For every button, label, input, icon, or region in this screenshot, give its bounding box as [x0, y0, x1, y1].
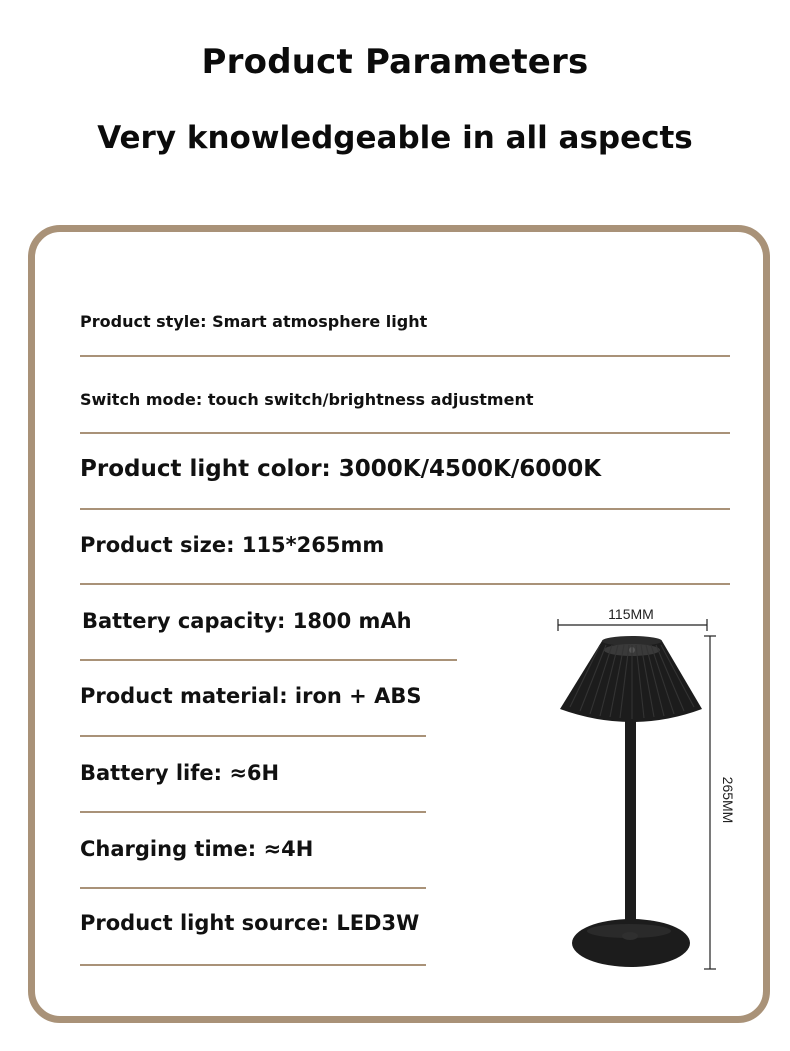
spec-label: Product light source: LED3W: [80, 911, 420, 935]
height-label: 265MM: [720, 776, 736, 824]
divider: [80, 735, 426, 737]
spec-label: Product style: Smart atmosphere light: [80, 312, 428, 331]
spec-label: Product material: iron + ABS: [80, 684, 422, 708]
page-title: Product Parameters: [201, 42, 589, 82]
divider: [80, 964, 426, 966]
spec-label: Switch mode: touch switch/brightness adjustment: [80, 390, 534, 409]
divider: [80, 583, 730, 585]
divider: [80, 659, 457, 661]
spec-label: Battery capacity: 1800 mAh: [82, 609, 412, 633]
lamp-diagram: [540, 595, 750, 985]
height-dimension-line: [704, 636, 716, 969]
width-label: 115MM: [608, 606, 654, 622]
spec-label: Battery life: ≈6H: [80, 761, 280, 785]
spec-label: Product size: 115*265mm: [80, 533, 385, 557]
page-subtitle: Very knowledgeable in all aspects: [97, 120, 693, 156]
lamp-stem: [625, 719, 636, 934]
divider: [80, 432, 730, 434]
spec-label: Charging time: ≈4H: [80, 837, 314, 861]
divider: [80, 811, 426, 813]
divider: [80, 508, 730, 510]
lamp-image: [560, 636, 702, 967]
divider: [80, 355, 730, 357]
spec-label: Product light color: 3000K/4500K/6000K: [80, 456, 602, 482]
divider: [80, 887, 426, 889]
